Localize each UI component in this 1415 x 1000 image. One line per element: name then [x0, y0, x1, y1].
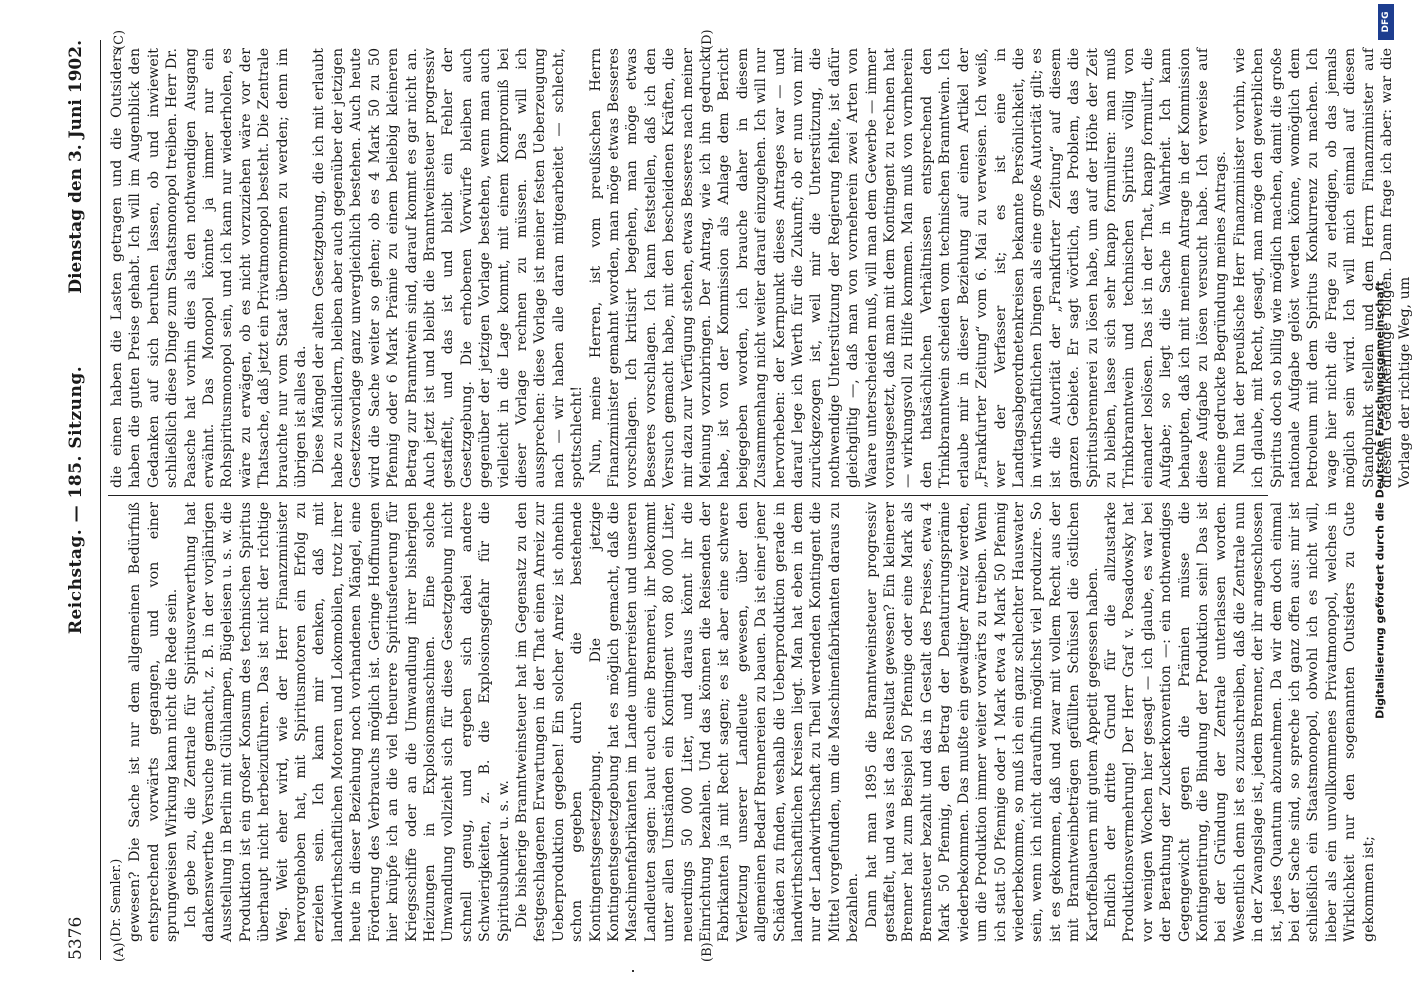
paragraph: Ich gebe zu, die Zentrale für Spiritusverwerthung hat dankenswerthe Versuche gemacht, z. B. in der vorjährigen Ausstellung in Berlin mit Glühlampen, Bügeleisen u. s. w. die Produktion ist ein großer Konsum des technischen Spiritus überhaupt nicht herbeizuführen. Das ist nicht der richtige Weg. Weit eher wird, wie der Herr Finanzminister hervorgehoben hat, mit Spiritusmotoren ein Erfolg zu erzielen sein. Ich kann mir denken, daß mit landwirthschaftlichen Motoren und Lokomobilen, trotz ihrer heute in dieser Beziehung noch vorhandenen Mängel, eine Förderung des Verbrauchs möglich ist. Geringe Hoffnungen hier knüpfe ich an die viel theurere Spiritusfeuerung für Kriegsschiffe oder an die Umwandlung ihrer bisherigen Heizungen in Explosionsmaschinen. Eine solche Umwandlung vollzieht sich für diese Gesetzgebung nicht schnell genug, und ergeben sich dabei andere Schwierigkeiten, z. B. die Explosionsgefahr für die Spiritusbunker u. s. w.: [182, 502, 512, 942]
margin-marker-a: (A): [112, 942, 127, 962]
column-divider: [108, 495, 1268, 496]
speaker-tag: (Dr. Semler.): [109, 858, 124, 942]
running-head: [62, 40, 96, 960]
paragraph: die einen haben die Lasten getragen und die Outsiders haben die guten Preise gehabt. Ich will im Augenblick den Gedanken auf sich beruhen lassen, ob und inwieweit schließlich diese Dinge zum Staatsmonopol treiben. Herr Dr. Paasche hat vorhin dies als den nothwendigen Ausgang erwähnt. Das Monopol könnte ja immer nur ein Rohspiritusmonopol sein, und ich kann nur wiederholen, es wäre zu erwägen, ob es nicht vorzuziehen wäre vor der Thatsache, daß jetzt ein Privatmonopol besteht. Die Zentrale brauchte nur vom Staat übernommen zu werden; denn im übrigen ist alles da.: [109, 48, 310, 488]
digitization-note-text: Digitalisierung gefördert durch die Deutsche Forschungsgemeinschaft: [1373, 281, 1387, 719]
session-date: Dienstag den 3. Juni 1902.: [66, 40, 86, 294]
paragraph: Nun hat der preußische Herr Finanzminister vorhin, wie ich glaube, mit Recht, gesagt, man möge den gewerblichen Spiritus doch so billig wie möglich machen, damit die große nationale Aufgabe gelöst werden könne, womöglich dem Petroleum mit dem Spiritus Konkurrenz zu machen. Ich wage hier nicht die Frage zu erledigen, ob das jemals möglich sein wird. Ich will mich einmal auf diesen Standpunkt stellen und dem Herrn Finanzminister auf diesem Gedankenfluge folgen. Dann frage ich aber: war die Vorlage der richtige Weg, um: [1231, 48, 1414, 488]
paragraph: Diese Mängel der alten Gesetzgebung, die ich mit erlaubt habe zu schildern, bleiben aber auch gegenüber der jetzigen Gesetzesvorlage ganz unvergleichlich bestehen. Auch heute wird die Sache weiter so gehen; ob es 4 Mark 50 zu 50 Pfennig oder 6 Mark Prämie zu einem beliebig kleineren Betrag zur Branntwein sind, darauf kommt es gar nicht an. Auch jetzt ist und bleibt die Branntweinsteuer progressiv gestaffelt, und das ist und bleibt ein Fehler der Gesetzgebung. Die erhobenen Vorwürfe bleiben auch gegenüber der jetzigen Vorlage bestehen, wenn man auch vielleicht in die Lage kommt, mit einem Kompromiß bei dieser Vorlage rechnen zu müssen. Das will ich aussprechen: diese Vorlage ist meiner festen Ueberzeugung nach — wir haben alle daran mitgearbeitet — schlecht, spottschlecht!: [311, 48, 586, 488]
header-rule: [100, 40, 101, 960]
paragraph: Endlich der dritte Grund für die allzustarke Produktionsvermehrung! Der Herr Graf v. Posadowsky hat vor wenigen Wochen hier gesagt — ich glaube, es war bei der Berathung der Zuckerkonvention —: ein nothwendiges Gegengewicht gegen die Prämien müsse die Kontingentirung, die Bindung der Produktion sein! Das ist bei der Gründung der Zentrale unterlassen worden. Wesentlich denn ist es zuzuschreiben, daß die Zentrale nun in der Zwangslage ist, jedem Brenner, der ihr angeschlossen ist, jedes Quantum abzunehmen. Da wir dem doch einmal bei der Sache sind, so spreche ich ganz offen aus: mir ist schließlich ein Staatsmonopol, obwohl ich es nicht will, lieber als ein unvollkommenes Privatmonopol, welches in Wirklichkeit nur den sogenannten Outsiders zu Gute gekommen ist;: [1102, 502, 1377, 942]
dfg-logo-text: DFG: [1381, 11, 1391, 33]
paragraph: Nun, meine Herren, ist vom preußischen Herrn Finanzminister gemahnt worden, man möge etwas Besseres vorschlagen. Ich kritisirt begehen, man möge etwas Besseres vorschlagen. Ich kann feststellen, daß ich den Versuch gemacht habe, mit den bescheidenen Kräften, die mir dazu zur Verfügung stehen, etwas Besseres nach meiner Meinung vorzubringen. Der Antrag, wie ich ihn gedruckt habe, ist von der Kommission als Anlage dem Bericht beigegeben worden, ich brauche daher in diesem Zusammenhang nicht weiter darauf einzugehen. Ich will nur hervorheben: der Kernpunkt dieses Antrages war — und darauf lege ich Werth für die Zukunft; ob er nun von mir zurückgezogen ist, weil mir die Unterstützung, die nothwendige Unterstützung der Regierung fehlte, ist dafür gleichgiltig —, daß man von vorneherein zwei Arten von Waare unterscheiden muß, will man dem Gewerbe — immer vorausgesetzt, daß man mit dem Kontingent zu rechnen hat — wirkungsvoll zu Hilfe kommen. Man muß von vornherein den thatsächlichen Verhältnissen entsprechend den Trinkbranntwein scheiden vom technischen Branntwein. Ich erlaube mir in dieser Beziehung auf einen Artikel der „Frankfurter Zeitung“ vom 6. Mai zu verweisen. Ich weiß, wer der Verfasser ist; es ist eine in Landtagsabgeordnetenkreisen bekannte Persönlichkeit, die in wirthschaftlichen Dingen als eine große Autorität gilt; es ist die Autorität der „Frankfurter Zeitung“ auf diesem ganzen Gebiete. Er sagt wörtlich, das Problem, das die Spiritusbrennerei zu lösen habe, um auf der Höhe der Zeit zu bleiben, lasse sich sehr knapp formuliren: man muß Trinkbranntwein und technischen Spiritus völlig von einander loslösen. Das ist in der That, knapp formulirt, die Aufgabe; so liegt die Sache in Wahrheit. Ich kann behaupten, daß ich mit meinem Antrage in der Kommission diese Aufgabe zu lösen versucht habe. Ich verweise auf meine gedruckte Begründung meines Antrags.: [587, 48, 1230, 488]
page-number: 5376: [66, 916, 86, 960]
margin-marker-d: (D): [700, 29, 715, 50]
margin-marker-b: (B): [700, 942, 715, 962]
dfg-logo: [1378, 4, 1394, 40]
digitization-note: [1369, 0, 1391, 1000]
speck: [632, 970, 634, 972]
left-column: [108, 502, 1377, 942]
paragraph: gewesen? Die Sache ist nur dem allgemeinen Bedürfniß entsprechend vorwärts gegangen, und von einer sprungweisen Wirkung kann nicht die Rede sein.: [127, 502, 181, 942]
paragraph: Die bisherige Branntweinsteuer hat im Gegensatz zu den festgeschlagenen Erwartungen in der That einen Anreiz zur Ueberproduktion gegeben! Ein solcher Anreiz ist ohnehin schon gegeben durch die bestehende Kontingentsgesetzgebung. Die jetzige Kontingentsgesetzgebung hat es möglich gemacht, daß die Maschinenfabrikanten im Lande umherreisten und unseren Landleuten sagen: baut euch eine Brennerei, ihr bekommt unter allen Umständen ein Kontingent von 80 000 Liter, neuerdings 50 000 Liter, und daraus könnt ihr die Einrichtung bezahlen. Und das können die Reisenden der Fabrikanten ja mit Recht sagen; es ist aber eine schwere Verletzung unserer Landleute gewesen, über den allgemeinen Bedarf Brennereien zu bauen. Da ist einer jener Schäden zu finden, weshalb die Ueberproduktion gerade in landwirthschaftlichen Kreisen liegt. Man hat eben in dem nur der Landwirthschaft zu Theil werdenden Kontingent die Mittel vorgefunden, um die Maschinenfabrikanten daraus zu bezahlen.: [513, 502, 862, 942]
right-column: [108, 48, 1414, 488]
margin-marker-c: (C): [112, 29, 127, 50]
running-title: Reichstag. — 185. Sitzung.: [66, 365, 86, 635]
paragraph: Dann hat man 1895 die Branntweinsteuer progressiv gestaffelt, und was ist das Resultat gewesen? Ein kleinerer Brenner hat zum Beispiel 50 Pfennige oder eine Mark als Brennsteuer bezahlt und das in Gestalt des Preises, etwa 4 Mark 50 Pfennig, den Betrag der Denaturirungsprämie wiederbekommen. Das mußte ein gewaltiger Anreiz werden, um die Produktion immer weiter vorwärts zu treiben. Wenn ich statt 50 Pfennige oder 1 Mark etwa 4 Mark 50 Pfennig wiederbekomme, so muß ich ein ganz schlechter Hauswater sein, wenn ich nicht daraufhin möglichst viel produzire. So ist es gekommen, daß und zwar mit vollem Recht aus der mit Branntweinbeträgen gefüllten Schüssel die östlichen Kartoffelbauern mit gutem Appetit gegessen haben.: [863, 502, 1101, 942]
